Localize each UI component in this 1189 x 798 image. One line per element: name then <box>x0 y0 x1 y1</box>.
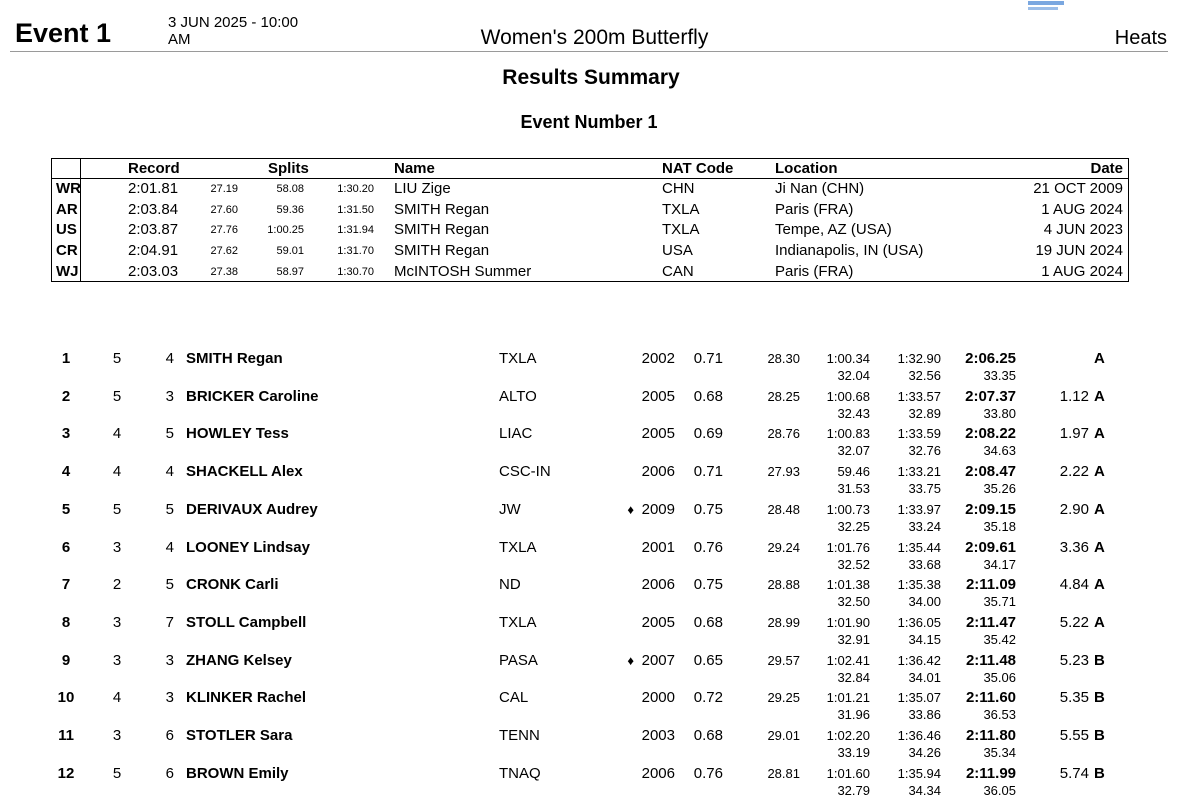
result-club: JW <box>499 501 521 518</box>
result-reaction-time: 0.65 <box>693 652 723 669</box>
records-header-rule <box>52 178 1128 179</box>
result-lap-150: 34.01 <box>908 670 941 685</box>
records-table <box>51 158 1129 282</box>
result-qualifier: B <box>1094 727 1105 744</box>
result-club: TNAQ <box>499 765 541 782</box>
result-final-time: 2:08.22 <box>965 425 1016 442</box>
record-split-50: 27.19 <box>210 183 238 195</box>
result-rank: 10 <box>57 689 75 706</box>
result-split-150: 1:33.59 <box>897 426 941 441</box>
result-heat: 5 <box>112 765 122 782</box>
result-club: LIAC <box>499 425 533 442</box>
result-heat: 3 <box>112 727 122 744</box>
result-split-100: 1:02.41 <box>826 653 870 668</box>
result-split-50: 28.88 <box>767 577 800 592</box>
result-lap-150: 34.15 <box>908 632 941 647</box>
event-datetime-line2: AM <box>168 31 191 48</box>
result-reaction-time: 0.68 <box>693 614 723 631</box>
result-reaction-time: 0.69 <box>693 425 723 442</box>
result-split-100: 1:01.76 <box>826 540 870 555</box>
result-lap-200: 33.80 <box>983 406 1016 421</box>
result-split-150: 1:35.07 <box>897 690 941 705</box>
result-lap-150: 33.86 <box>908 707 941 722</box>
result-club: CSC-IN <box>499 463 551 480</box>
result-lap-100: 32.04 <box>837 368 870 383</box>
records-header-nat: NAT Code <box>662 160 734 177</box>
result-split-50: 28.76 <box>767 426 800 441</box>
result-club: TXLA <box>499 614 537 631</box>
result-heat: 4 <box>112 463 122 480</box>
header-divider <box>10 51 1168 52</box>
result-birth-year: 2005 <box>641 425 675 442</box>
result-swimmer-name: BRICKER Caroline <box>186 388 319 405</box>
result-split-150: 1:33.21 <box>897 464 941 479</box>
result-club: ND <box>499 576 521 593</box>
record-code: US <box>56 221 77 238</box>
record-date: 1 AUG 2024 <box>1041 201 1123 218</box>
result-split-100: 1:00.83 <box>826 426 870 441</box>
result-club: TXLA <box>499 539 537 556</box>
result-time-behind: 3.36 <box>1059 539 1089 556</box>
result-swimmer-name: SHACKELL Alex <box>186 463 303 480</box>
result-lap-200: 36.53 <box>983 707 1016 722</box>
record-date: 1 AUG 2024 <box>1041 263 1123 280</box>
result-rank: 5 <box>61 501 71 518</box>
record-time: 2:03.87 <box>128 221 179 238</box>
result-split-50: 29.01 <box>767 728 800 743</box>
event-datetime-line1: 3 JUN 2025 - 10:00 <box>168 14 299 31</box>
result-split-150: 1:36.42 <box>897 653 941 668</box>
result-reaction-time: 0.71 <box>693 350 723 367</box>
result-rank: 7 <box>61 576 71 593</box>
record-split-50: 27.38 <box>210 266 238 278</box>
result-final-time: 2:09.15 <box>965 501 1016 518</box>
event-title: Women's 200m Butterfly <box>480 26 709 49</box>
result-time-behind: 5.23 <box>1059 652 1089 669</box>
result-qualifier: A <box>1094 425 1105 442</box>
result-rank: 9 <box>61 652 71 669</box>
result-lap-200: 35.42 <box>983 632 1016 647</box>
result-lane: 4 <box>165 350 174 367</box>
result-qualifier: A <box>1094 614 1105 631</box>
result-time-behind: 2.90 <box>1059 501 1089 518</box>
records-header-name: Name <box>394 160 435 177</box>
result-reaction-time: 0.68 <box>693 388 723 405</box>
result-final-time: 2:08.47 <box>965 463 1016 480</box>
event-label: Event 1 <box>15 18 112 48</box>
result-qualifier: A <box>1094 576 1105 593</box>
record-split-50: 27.62 <box>210 245 238 257</box>
result-age-marker: ♦ <box>627 653 634 668</box>
result-lap-100: 31.53 <box>837 481 870 496</box>
result-rank: 11 <box>58 727 74 744</box>
record-holder-name: McINTOSH Summer <box>394 263 532 280</box>
result-swimmer-name: SMITH Regan <box>186 350 283 367</box>
result-lap-100: 32.25 <box>837 519 870 534</box>
result-split-50: 28.81 <box>767 766 800 781</box>
record-nat-code: TXLA <box>662 221 700 238</box>
result-lap-100: 32.50 <box>837 594 870 609</box>
result-split-150: 1:36.05 <box>897 615 941 630</box>
result-lane: 6 <box>165 727 174 744</box>
result-swimmer-name: LOONEY Lindsay <box>186 539 310 556</box>
result-lap-100: 31.96 <box>837 707 870 722</box>
result-split-50: 28.30 <box>767 351 800 366</box>
record-split-100: 1:00.25 <box>267 224 304 236</box>
result-reaction-time: 0.75 <box>693 576 723 593</box>
result-split-100: 1:02.20 <box>826 728 870 743</box>
result-heat: 3 <box>112 652 122 669</box>
record-nat-code: CHN <box>662 180 695 197</box>
result-heat: 3 <box>112 539 122 556</box>
record-location: Paris (FRA) <box>775 263 854 280</box>
result-rank: 1 <box>61 350 71 367</box>
result-split-100: 59.46 <box>837 464 870 479</box>
result-heat: 5 <box>112 501 122 518</box>
result-lap-100: 32.91 <box>837 632 870 647</box>
result-lap-200: 35.18 <box>983 519 1016 534</box>
result-heat: 5 <box>112 350 122 367</box>
record-split-150: 1:31.70 <box>337 245 374 257</box>
record-split-150: 1:31.94 <box>337 224 374 236</box>
result-lap-150: 34.00 <box>908 594 941 609</box>
result-qualifier: B <box>1094 765 1105 782</box>
record-code: AR <box>56 201 78 218</box>
result-birth-year: 2003 <box>641 727 675 744</box>
result-birth-year: 2006 <box>641 576 675 593</box>
result-final-time: 2:11.80 <box>965 727 1016 744</box>
result-birth-year: 2006 <box>641 463 675 480</box>
result-lap-150: 32.76 <box>908 443 941 458</box>
result-lane: 3 <box>165 689 174 706</box>
records-code-divider <box>80 159 81 281</box>
result-lap-200: 34.17 <box>983 557 1016 572</box>
result-heat: 3 <box>112 614 122 631</box>
result-lane: 5 <box>165 501 174 518</box>
result-rank: 2 <box>61 388 71 405</box>
result-final-time: 2:11.47 <box>965 614 1016 631</box>
result-lane: 3 <box>165 652 174 669</box>
result-rank: 4 <box>61 463 71 480</box>
result-lane: 5 <box>165 425 174 442</box>
event-number: Event Number 1 <box>520 112 658 132</box>
result-birth-year: 2005 <box>641 388 675 405</box>
record-split-100: 59.01 <box>276 245 304 257</box>
result-qualifier: A <box>1094 388 1105 405</box>
result-birth-year: 2000 <box>641 689 675 706</box>
records-header-date: Date <box>1090 160 1123 177</box>
result-split-150: 1:33.97 <box>897 502 941 517</box>
record-code: WR <box>56 180 81 197</box>
result-lane: 4 <box>165 463 174 480</box>
result-final-time: 2:11.09 <box>965 576 1016 593</box>
record-holder-name: SMITH Regan <box>394 221 490 238</box>
result-swimmer-name: KLINKER Rachel <box>186 689 307 706</box>
result-lap-200: 35.71 <box>983 594 1016 609</box>
result-lane: 6 <box>165 765 174 782</box>
record-split-100: 59.36 <box>276 204 304 216</box>
result-lap-100: 32.79 <box>837 783 870 798</box>
result-club: TXLA <box>499 350 537 367</box>
result-birth-year: 2007 <box>641 652 675 669</box>
result-split-150: 1:35.44 <box>897 540 941 555</box>
result-reaction-time: 0.72 <box>693 689 723 706</box>
result-final-time: 2:06.25 <box>965 350 1016 367</box>
result-swimmer-name: BROWN Emily <box>186 765 289 782</box>
result-swimmer-name: DERIVAUX Audrey <box>186 501 318 518</box>
result-club: PASA <box>499 652 538 669</box>
result-lane: 7 <box>165 614 174 631</box>
result-qualifier: A <box>1094 463 1105 480</box>
result-final-time: 2:11.99 <box>965 765 1016 782</box>
result-qualifier: B <box>1094 689 1105 706</box>
page-title: Results Summary <box>502 66 680 89</box>
result-final-time: 2:09.61 <box>965 539 1016 556</box>
result-time-behind: 5.55 <box>1059 727 1089 744</box>
result-time-behind: 2.22 <box>1059 463 1089 480</box>
record-holder-name: SMITH Regan <box>394 242 490 259</box>
round-label: Heats <box>1114 27 1167 49</box>
record-time: 2:03.84 <box>128 201 179 218</box>
result-split-100: 1:00.68 <box>826 389 870 404</box>
result-lap-100: 33.19 <box>837 745 870 760</box>
result-time-behind: 1.97 <box>1059 425 1089 442</box>
result-qualifier: B <box>1094 652 1105 669</box>
record-holder-name: SMITH Regan <box>394 201 490 218</box>
result-split-100: 1:01.38 <box>826 577 870 592</box>
result-lap-150: 34.26 <box>908 745 941 760</box>
result-split-50: 29.24 <box>767 540 800 555</box>
result-time-behind: 5.35 <box>1059 689 1089 706</box>
result-swimmer-name: HOWLEY Tess <box>186 425 289 442</box>
result-rank: 3 <box>61 425 71 442</box>
result-lane: 4 <box>165 539 174 556</box>
record-split-150: 1:30.70 <box>337 266 374 278</box>
record-code: WJ <box>56 263 79 280</box>
records-header-record: Record <box>128 160 180 177</box>
result-split-150: 1:35.38 <box>897 577 941 592</box>
result-split-50: 28.25 <box>767 389 800 404</box>
records-header-location: Location <box>775 160 838 177</box>
record-location: Paris (FRA) <box>775 201 854 218</box>
record-nat-code: CAN <box>662 263 694 280</box>
result-split-150: 1:32.90 <box>897 351 941 366</box>
result-lap-100: 32.07 <box>837 443 870 458</box>
result-split-100: 1:01.60 <box>826 766 870 781</box>
result-club: CAL <box>499 689 529 706</box>
record-location: Tempe, AZ (USA) <box>775 221 892 238</box>
result-split-50: 28.99 <box>767 615 800 630</box>
result-heat: 4 <box>112 689 122 706</box>
record-time: 2:04.91 <box>128 242 179 259</box>
result-lap-150: 32.56 <box>908 368 941 383</box>
result-split-50: 29.57 <box>767 653 800 668</box>
result-reaction-time: 0.76 <box>693 765 723 782</box>
result-lap-150: 33.75 <box>908 481 941 496</box>
record-date: 21 OCT 2009 <box>1033 180 1123 197</box>
result-birth-year: 2002 <box>641 350 675 367</box>
result-final-time: 2:11.60 <box>965 689 1016 706</box>
record-location: Ji Nan (CHN) <box>775 180 865 197</box>
result-swimmer-name: STOLL Campbell <box>186 614 307 631</box>
result-lap-150: 32.89 <box>908 406 941 421</box>
result-reaction-time: 0.68 <box>693 727 723 744</box>
record-date: 19 JUN 2024 <box>1035 242 1123 259</box>
result-split-150: 1:33.57 <box>897 389 941 404</box>
omega-logo <box>1028 1 1068 11</box>
result-lane: 3 <box>165 388 174 405</box>
result-birth-year: 2006 <box>641 765 675 782</box>
result-split-100: 1:01.21 <box>826 690 870 705</box>
result-reaction-time: 0.71 <box>693 463 723 480</box>
result-split-50: 27.93 <box>767 464 800 479</box>
record-nat-code: TXLA <box>662 201 700 218</box>
result-time-behind: 4.84 <box>1059 576 1089 593</box>
result-club: TENN <box>499 727 540 744</box>
result-lap-150: 33.24 <box>908 519 941 534</box>
result-reaction-time: 0.75 <box>693 501 723 518</box>
result-split-50: 29.25 <box>767 690 800 705</box>
result-lap-200: 36.05 <box>983 783 1016 798</box>
result-rank: 12 <box>57 765 75 782</box>
record-split-100: 58.97 <box>276 266 304 278</box>
result-lap-200: 33.35 <box>983 368 1016 383</box>
result-lap-200: 35.06 <box>983 670 1016 685</box>
result-final-time: 2:11.48 <box>965 652 1016 669</box>
record-location: Indianapolis, IN (USA) <box>775 242 924 259</box>
result-split-100: 1:00.34 <box>826 351 870 366</box>
result-split-150: 1:35.94 <box>897 766 941 781</box>
result-swimmer-name: STOTLER Sara <box>186 727 293 744</box>
result-lap-150: 33.68 <box>908 557 941 572</box>
result-lap-100: 32.52 <box>837 557 870 572</box>
result-time-behind: 5.74 <box>1059 765 1089 782</box>
result-time-behind: 5.22 <box>1059 614 1089 631</box>
result-qualifier: A <box>1094 539 1105 556</box>
records-header-splits: Splits <box>268 160 309 177</box>
result-qualifier: A <box>1094 501 1105 518</box>
result-heat: 5 <box>112 388 122 405</box>
result-reaction-time: 0.76 <box>693 539 723 556</box>
result-heat: 4 <box>112 425 122 442</box>
result-swimmer-name: ZHANG Kelsey <box>186 652 292 669</box>
result-split-100: 1:01.90 <box>826 615 870 630</box>
result-club: ALTO <box>499 388 537 405</box>
result-split-150: 1:36.46 <box>897 728 941 743</box>
result-age-marker: ♦ <box>627 502 634 517</box>
result-heat: 2 <box>112 576 122 593</box>
record-holder-name: LIU Zige <box>394 180 451 197</box>
record-code: CR <box>56 242 78 259</box>
result-birth-year: 2005 <box>641 614 675 631</box>
result-birth-year: 2001 <box>641 539 675 556</box>
record-split-150: 1:30.20 <box>337 183 374 195</box>
record-split-50: 27.76 <box>210 224 238 236</box>
result-lap-200: 35.34 <box>983 745 1016 760</box>
record-time: 2:01.81 <box>128 180 179 197</box>
result-final-time: 2:07.37 <box>965 388 1016 405</box>
record-date: 4 JUN 2023 <box>1043 221 1123 238</box>
result-lap-200: 34.63 <box>983 443 1016 458</box>
result-rank: 6 <box>61 539 71 556</box>
record-split-100: 58.08 <box>276 183 304 195</box>
result-split-100: 1:00.73 <box>826 502 870 517</box>
record-split-50: 27.60 <box>210 204 238 216</box>
result-time-behind: 1.12 <box>1059 388 1089 405</box>
result-rank: 8 <box>61 614 71 631</box>
result-split-50: 28.48 <box>767 502 800 517</box>
result-birth-year: 2009 <box>641 501 675 518</box>
record-nat-code: USA <box>662 242 693 259</box>
record-split-150: 1:31.50 <box>337 204 374 216</box>
result-lap-150: 34.34 <box>908 783 941 798</box>
result-lap-100: 32.84 <box>837 670 870 685</box>
record-time: 2:03.03 <box>128 263 179 280</box>
result-lap-200: 35.26 <box>983 481 1016 496</box>
result-swimmer-name: CRONK Carli <box>186 576 279 593</box>
result-qualifier: A <box>1094 350 1105 367</box>
result-lane: 5 <box>165 576 174 593</box>
result-lap-100: 32.43 <box>837 406 870 421</box>
